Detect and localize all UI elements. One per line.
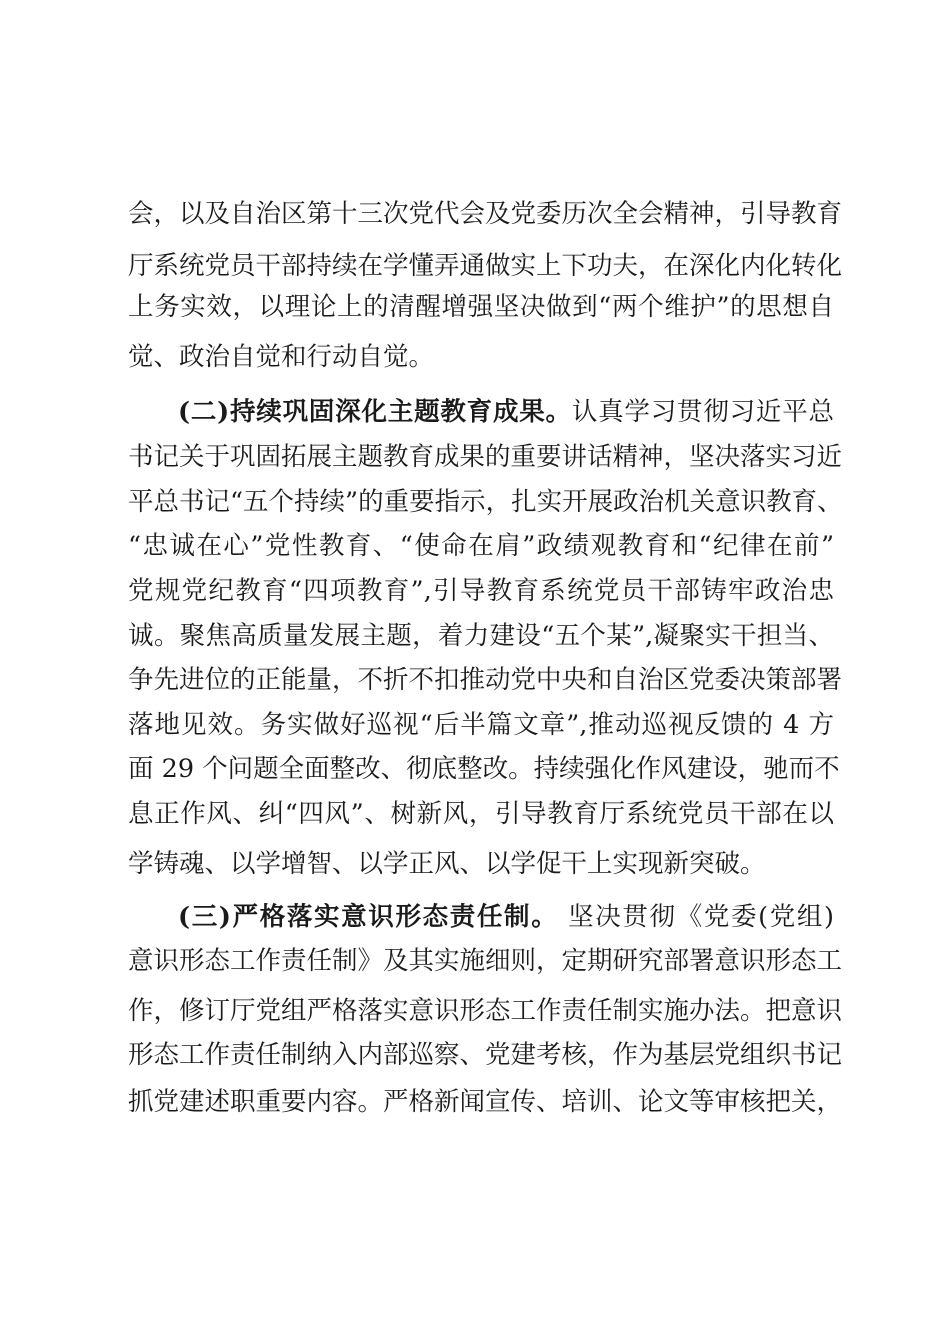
paragraph-2-first-line-text: 认真学习贯彻习近平总 — [571, 397, 834, 427]
paragraph-1-line-2: 厅系统党员干部持续在学懂弄通做实上下功夫，在深化内化转化 — [128, 251, 843, 281]
paragraph-1-line-1: 会，以及自治区第十三次党代会及党委历次全会精神，引导教育 — [128, 199, 843, 229]
paragraph-3-line-4: 形态工作责任制纳入内部巡察、党建考核，作为基层党组织书记 — [128, 1040, 843, 1070]
paragraph-3-first-line-text: 坚决贯彻《党委(党组) — [558, 902, 834, 932]
paragraph-3-first-line — [178, 900, 834, 934]
paragraph-2-line-11: 学铸魂、以学增智、以学正风、以学促干上实现新突破。 — [128, 849, 766, 879]
paragraph-2-line-2: 书记关于巩固拓展主题教育成果的重要讲话精神，坚决落实习近 — [128, 442, 843, 472]
paragraph-2-line-8: 落地见效。务实做好巡视“后半篇文章”,推动巡视反馈的 4 方 — [128, 710, 834, 740]
paragraph-1-line-4: 觉、政治自觉和行动自觉。 — [128, 342, 435, 372]
paragraph-2-heading: (二)持续巩固深化主题教育成果。 — [178, 397, 572, 427]
paragraph-2-line-4: “忠诚在心”党性教育、“使命在肩”政绩观教育和“纪律在前” — [128, 531, 834, 561]
paragraph-3-line-2: 意识形态工作责任制》及其实施细则，定期研究部署意识形态工 — [128, 946, 843, 976]
paragraph-2-first-line — [178, 395, 834, 429]
paragraph-2-line-5: 党规党纪教育“四项教育”,引导教育系统党员干部铸牢政治忠 — [128, 576, 834, 606]
paragraph-3-line-3: 作，修订厅党组严格落实意识形态工作责任制实施办法。把意识 — [128, 996, 843, 1026]
paragraph-3-line-5: 抓党建述职重要内容。严格新闻宣传、培训、论文等审核把关， — [128, 1087, 843, 1117]
paragraph-1-line-3: 上务实效，以理论上的清醒增强坚决做到“两个维护”的思想自 — [128, 292, 834, 322]
paragraph-2-line-7: 争先进位的正能量，不折不扣推动党中央和自治区党委决策部署 — [128, 665, 843, 695]
paragraph-3-heading: (三)严格落实意识形态责任制。 — [178, 902, 559, 932]
paragraph-2-line-9: 面 29 个问题全面整改、彻底整改。持续强化作风建设，驰而不 — [128, 754, 840, 784]
paragraph-2-line-6: 诚。聚焦高质量发展主题，着力建设“五个某”,凝聚实干担当、 — [128, 621, 834, 651]
paragraph-2-line-3: 平总书记“五个持续”的重要指示，扎实开展政治机关意识教育、 — [128, 487, 843, 517]
paragraph-2-line-10: 息正作风、纠“四风”、树新风，引导教育厅系统党员干部在以 — [128, 799, 834, 829]
